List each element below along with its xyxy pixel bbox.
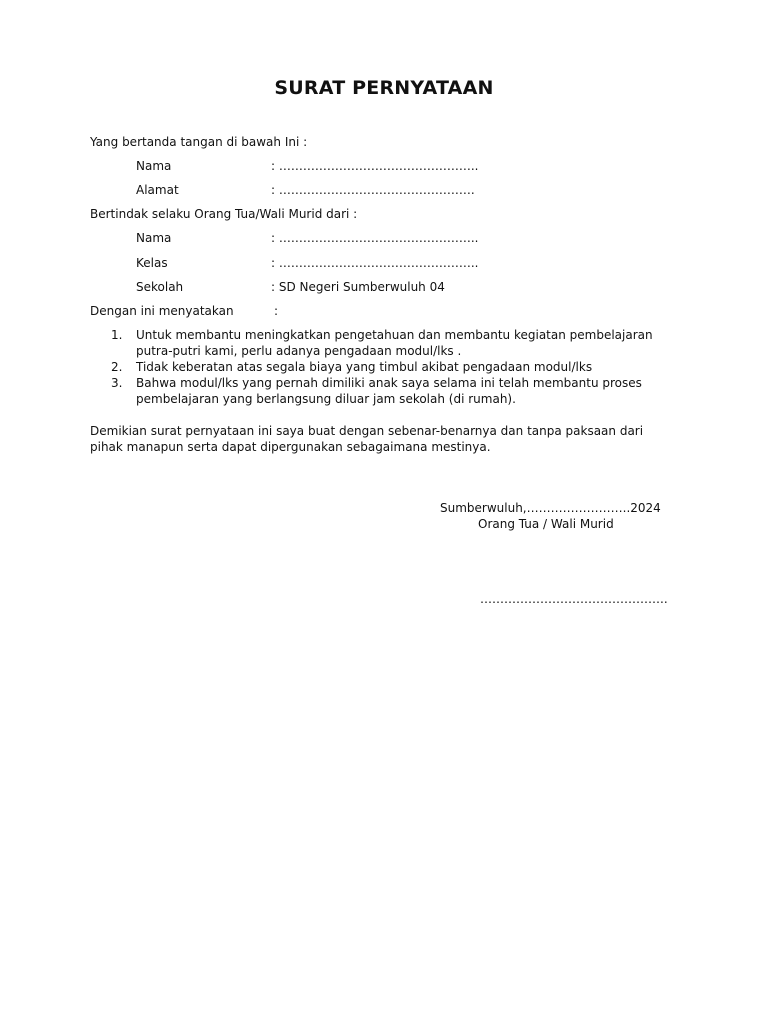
field-label: Nama xyxy=(136,231,172,245)
list-item-line: Tidak keberatan atas segala biaya yang timbul akibat pengadaan modul/lks xyxy=(136,360,593,374)
closing-line: Demikian surat pernyataan ini saya buat dengan sebenar-benarnya dan tanpa paksaan dari xyxy=(90,424,644,438)
field-value: : …………………………………………. xyxy=(271,183,475,197)
signature-line: ……………………………………….. xyxy=(480,592,668,606)
list-item-line: Bahwa modul/lks yang pernah dimiliki anak saya selama ini telah membantu proses xyxy=(136,376,642,390)
field-label: Kelas xyxy=(136,256,168,270)
field-label: Alamat xyxy=(136,183,179,197)
field-label: Nama xyxy=(136,159,172,173)
list-number: 3. xyxy=(111,376,123,390)
document-title: SURAT PERNYATAAN xyxy=(274,77,494,99)
signer-role: Orang Tua / Wali Murid xyxy=(478,517,614,531)
list-item-line: pembelajaran yang berlangsung diluar jam sekolah (di rumah). xyxy=(136,392,516,406)
field-label: Sekolah xyxy=(136,280,184,294)
list-item-line: Untuk membantu meningkatkan pengetahuan dan membantu kegiatan pembelajaran xyxy=(136,328,653,342)
field-value: : ………………………………………….. xyxy=(271,159,479,173)
field-value: : ………………………………………….. xyxy=(271,256,479,270)
place-date: Sumberwuluh,……………………..2024 xyxy=(440,501,661,515)
declaration-label: Dengan ini menyatakan xyxy=(90,304,234,318)
field-value: : ………………………………………….. xyxy=(271,231,479,245)
list-number: 2. xyxy=(111,360,123,374)
acting-as-text: Bertindak selaku Orang Tua/Wali Murid dari : xyxy=(90,207,358,221)
declaration-colon: : xyxy=(274,304,279,318)
field-value: : SD Negeri Sumberwuluh 04 xyxy=(271,280,445,294)
list-item-line: putra-putri kami, perlu adanya pengadaan modul/lks . xyxy=(136,344,462,358)
list-number: 1. xyxy=(111,328,123,342)
closing-line: pihak manapun serta dapat dipergunakan sebagaimana mestinya. xyxy=(90,440,491,454)
intro-text: Yang bertanda tangan di bawah Ini : xyxy=(90,135,308,149)
